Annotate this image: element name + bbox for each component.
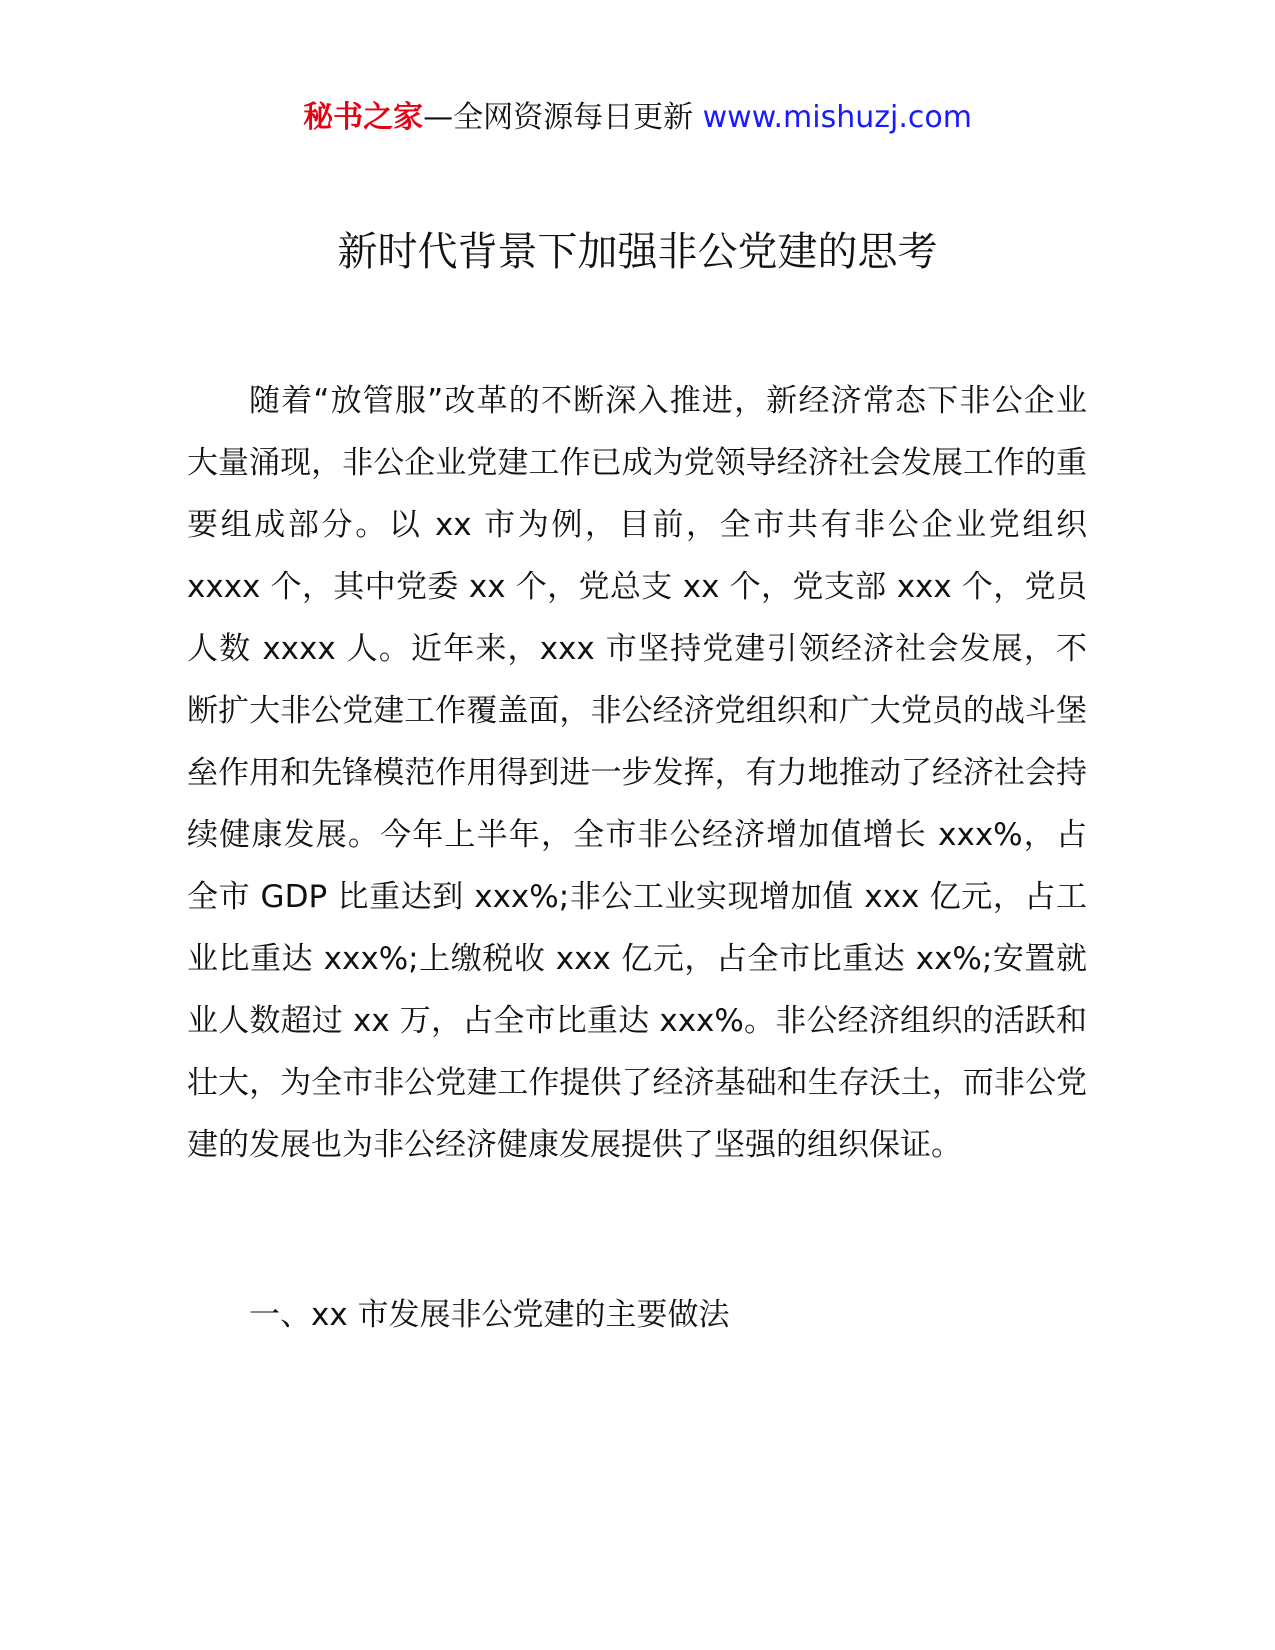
document-body bbox=[187, 370, 1087, 1176]
site-brand: 秘书之家 bbox=[303, 100, 424, 135]
section-heading: 一、xx 市发展非公党建的主要做法 bbox=[249, 1297, 730, 1333]
intro-paragraph: 随着“放管服”改革的不断深入推进，新经济常态下非公企业大量涌现，非公企业党建工作已成为党领导经济社会发展工作的重要组成部分。以 xx 市为例，目前，全市共有非公企业党组织 xxxx 个，其中党委 xx 个，党总支 xx 个，党支部 xxx 个，党员人数 xxxx 人。近年来，xxx 市坚持党建引领经济社会发展，不断扩大非公党建工作覆盖面，非公经济党组织和广大党员的战斗堡垒作用和先锋模范作用得到进一步发挥，有力地推动了经济社会持续健康发展。今年上半年，全市非公经济增加值增长 xxx%，占全市 GDP 比重达到 xxx%;非公工业实现增加值 xxx 亿元，占工业比重达 xxx%;上缴税收 xxx 亿元，占全市比重达 xx%;安置就业人数超过 xx 万，占全市比重达 xxx%。非公经济组织的活跃和壮大，为全市非公党建工作提供了经济基础和生存沃土，而非公党建的发展也为非公经济健康发展提供了坚强的组织保证。 bbox=[187, 383, 1087, 1163]
document-title: 新时代背景下加强非公党建的思考 bbox=[337, 229, 938, 275]
site-header bbox=[0, 98, 1275, 138]
site-url-link[interactable]: www.mishuzj.com bbox=[702, 100, 972, 135]
site-slogan: —全网资源每日更新 bbox=[423, 100, 703, 135]
